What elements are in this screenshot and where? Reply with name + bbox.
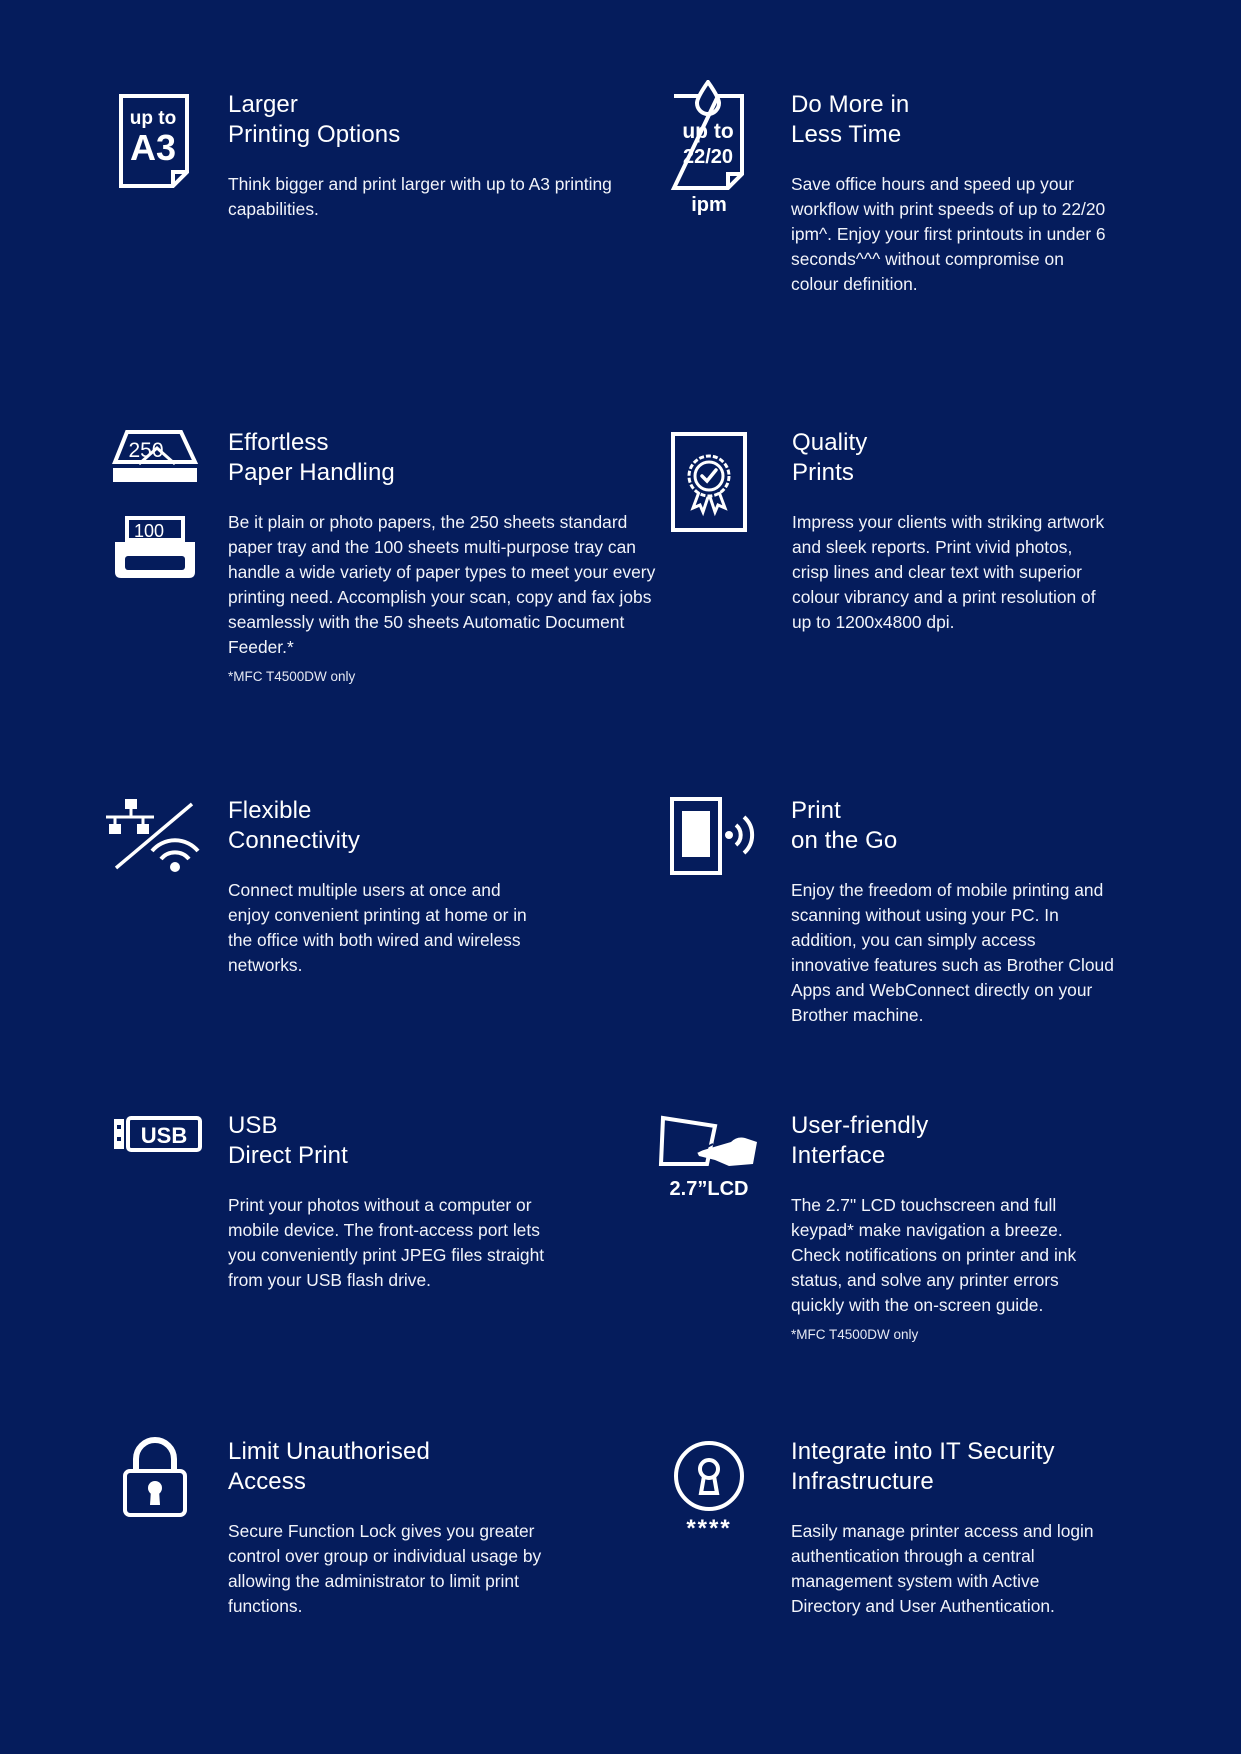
keyhole-password-icon [654, 1439, 764, 1543]
feature-title: Print on the Go [791, 797, 898, 854]
feature-title: Larger Printing Options [228, 91, 401, 148]
feature-title: Quality Prints [792, 429, 868, 486]
quality-badge-icon [654, 430, 764, 534]
feature-description: Easily manage printer access and login authentication through a central management system with Active Directory and User Authentication. [791, 1521, 1094, 1616]
usb-icon [100, 1115, 210, 1155]
speed-icon-upto-text: up to [682, 120, 734, 143]
feature-description: Think bigger and print larger with up to A3 printing capabilities. [228, 174, 612, 219]
feature-description: The 2.7" LCD touchscreen and full keypad* make navigation a breeze. Check notifications on printer and ink status, and solve any printer errors quickly with the on-screen guide. [791, 1195, 1077, 1315]
padlock-icon [100, 1435, 210, 1519]
feature-description: Impress your clients with striking artwork and sleek reports. Print vivid photos, crisp lines and clear text with superior colour vibrancy and a print resolution of up to 1200x4800 dpi. [792, 512, 1105, 632]
feature-description: Be it plain or photo papers, the 250 sheets standard paper tray and the 100 sheets multi-purpose tray can handle a wide variety of paper types to meet your every printing need. Accomplish your scan, copy and fax jobs seamlessly with the 50 sheets Automatic Document Feeder.* [228, 512, 656, 657]
tray-100-label: 100 [133, 521, 165, 541]
feature-title: Limit Unauthorised Access [228, 1438, 430, 1495]
print-speed-icon [654, 80, 764, 217]
feature-title: USB Direct Print [228, 1112, 348, 1169]
mobile-print-icon [654, 797, 764, 877]
feature-description: Secure Function Lock gives you greater control over group or individual usage by allowing the administrator to limit print functions. [228, 1521, 542, 1616]
usb-icon-label: USB [140, 1123, 188, 1148]
feature-title: Integrate into IT Security Infrastructure [791, 1438, 1055, 1495]
a3-icon-upto-text: up to [129, 108, 177, 129]
tray-250-label: 250 [128, 439, 164, 462]
feature-title: Effortless Paper Handling [228, 429, 395, 486]
feature-footnote: *MFC T4500DW only [228, 669, 356, 684]
feature-title: User-friendly Interface [791, 1112, 929, 1169]
paper-tray-icon [100, 428, 210, 588]
feature-description: Connect multiple users at once and enjoy convenient printing at home or in the office with both wired and wireless networks. [228, 880, 527, 975]
feature-title: Do More in Less Time [791, 91, 910, 148]
touchscreen-icon [654, 1114, 764, 1201]
a3-icon-size-text: A3 [129, 127, 177, 168]
lcd-size-caption: 2.7”LCD [669, 1178, 749, 1200]
feature-description: Print your photos without a computer or mobile device. The front-access port lets you conveniently print JPEG files straight from your USB flash drive. [228, 1195, 545, 1290]
feature-description: Enjoy the freedom of mobile printing and scanning without using your PC. In addition, you can simply access innovative features such as Brother Cloud Apps and WebConnect directly on your Brother machine. [791, 880, 1114, 1025]
password-mask-caption: **** [686, 1515, 732, 1542]
feature-description: Save office hours and speed up your workflow with print speeds of up to 22/20 ipm^. Enjoy your first printouts in under 6 seconds^^^ without compromise on colour definition. [791, 174, 1106, 294]
speed-icon-caption: ipm [691, 194, 727, 216]
a3-paper-icon [100, 90, 210, 200]
feature-footnote: *MFC T4500DW only [791, 1327, 919, 1342]
speed-icon-value-text: 22/20 [682, 146, 734, 168]
network-wifi-icon [100, 796, 210, 874]
feature-title: Flexible Connectivity [228, 797, 360, 854]
